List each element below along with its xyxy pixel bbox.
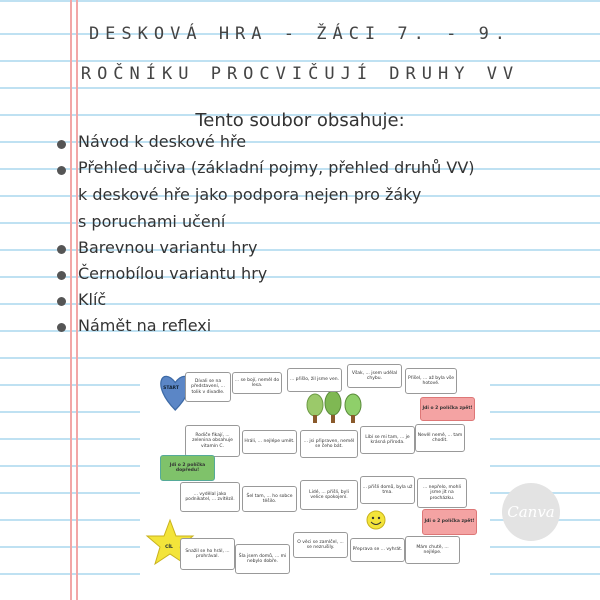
board-cell: Přeprava se ... vyhrát. — [350, 538, 405, 562]
board-cell: Šel tam, ... ho sobce těšilo. — [242, 486, 297, 512]
board-cell: Nevěl nemě, ... tam chodit. — [415, 424, 465, 452]
list-item: Námět na reflexi — [78, 316, 212, 335]
board-cell: ... přišli domů, byla už tma. — [360, 476, 415, 504]
board-cell: O věci se zamlčel, ... se nezrušily. — [293, 532, 348, 558]
list-item: Klíč — [78, 290, 107, 309]
trees-icon — [307, 391, 361, 423]
board-cell: Dívali se na představení, ... tolik v divadle. — [185, 372, 231, 402]
board-cell-go-back: Jdi o 2 políčka zpět! — [420, 397, 475, 421]
bullet-icon — [57, 140, 66, 149]
finish-label: CÍL — [165, 545, 173, 551]
bullet-icon — [57, 166, 66, 175]
board-cell: Líbí se mi tam, ... je krásná příroda. — [360, 426, 415, 454]
board-cell: ... nepřelo, mohli jsme jít na procházku. — [417, 478, 467, 508]
bullet-icon — [57, 297, 66, 306]
board-cell: Však, ... jsem udělal chybu. — [347, 364, 402, 388]
start-label: START — [163, 386, 179, 392]
board-cell: Lidé, ... přišli, byli velice spokojení. — [300, 480, 358, 510]
smiley-icon — [367, 511, 385, 529]
board-cell: ... se bojí, neměl do lesa. — [232, 372, 282, 394]
board-game-image — [140, 360, 490, 590]
bullet-icon — [57, 323, 66, 332]
canva-watermark: Canva — [502, 483, 560, 541]
board-cell-go-back: Jdi o 2 políčka zpět! — [422, 509, 477, 535]
board-cell: ... přišlo, žil jsme ven. — [287, 368, 342, 392]
board-cell: ... vydělal jako podnikatel, ... zvítězil. — [180, 482, 240, 512]
board-cell: Mám chutě, ... nejlépe. — [405, 536, 460, 564]
list-item-continuation: s poruchami učení — [78, 212, 226, 231]
margin-line-left — [70, 0, 72, 600]
board-cell: ... jsi připraven, neměl se čeho bát. — [300, 430, 358, 458]
board-cell-go-forward: Jdi o 2 políčka dopředu! — [160, 455, 215, 481]
board-cell: Snažil se ho hrál, ... prohrával. — [180, 538, 235, 570]
board-cell: Rodiče fikají, ... zelenina obsahuje vitamín C. — [185, 425, 240, 457]
list-item: Návod k deskové hře — [78, 132, 247, 151]
bullet-icon — [57, 245, 66, 254]
bullet-icon — [57, 271, 66, 280]
board-cell: Hráli, ... nejlépe umět. — [242, 430, 297, 454]
title-line-1: DESKOVÁ HRA - ŽÁCI 7. - 9. — [88, 24, 512, 44]
board-cell: Šla jsem domů, ... mi nebylo dobře. — [235, 544, 290, 574]
list-item: Černobílou variantu hry — [78, 264, 268, 283]
list-item: Přehled učiva (základní pojmy, přehled druhů VV) — [78, 158, 475, 177]
title-line-2: ROČNÍKU PROCVIČUJÍ DRUHY VV — [80, 64, 520, 84]
list-item-continuation: k deskové hře jako podpora nejen pro žáky — [78, 185, 422, 204]
board-cell: Přišel, ... až byla vše hotové. — [405, 368, 457, 394]
content-subtitle: Tento soubor obsahuje: — [195, 110, 405, 131]
list-item: Barevnou variantu hry — [78, 238, 258, 257]
